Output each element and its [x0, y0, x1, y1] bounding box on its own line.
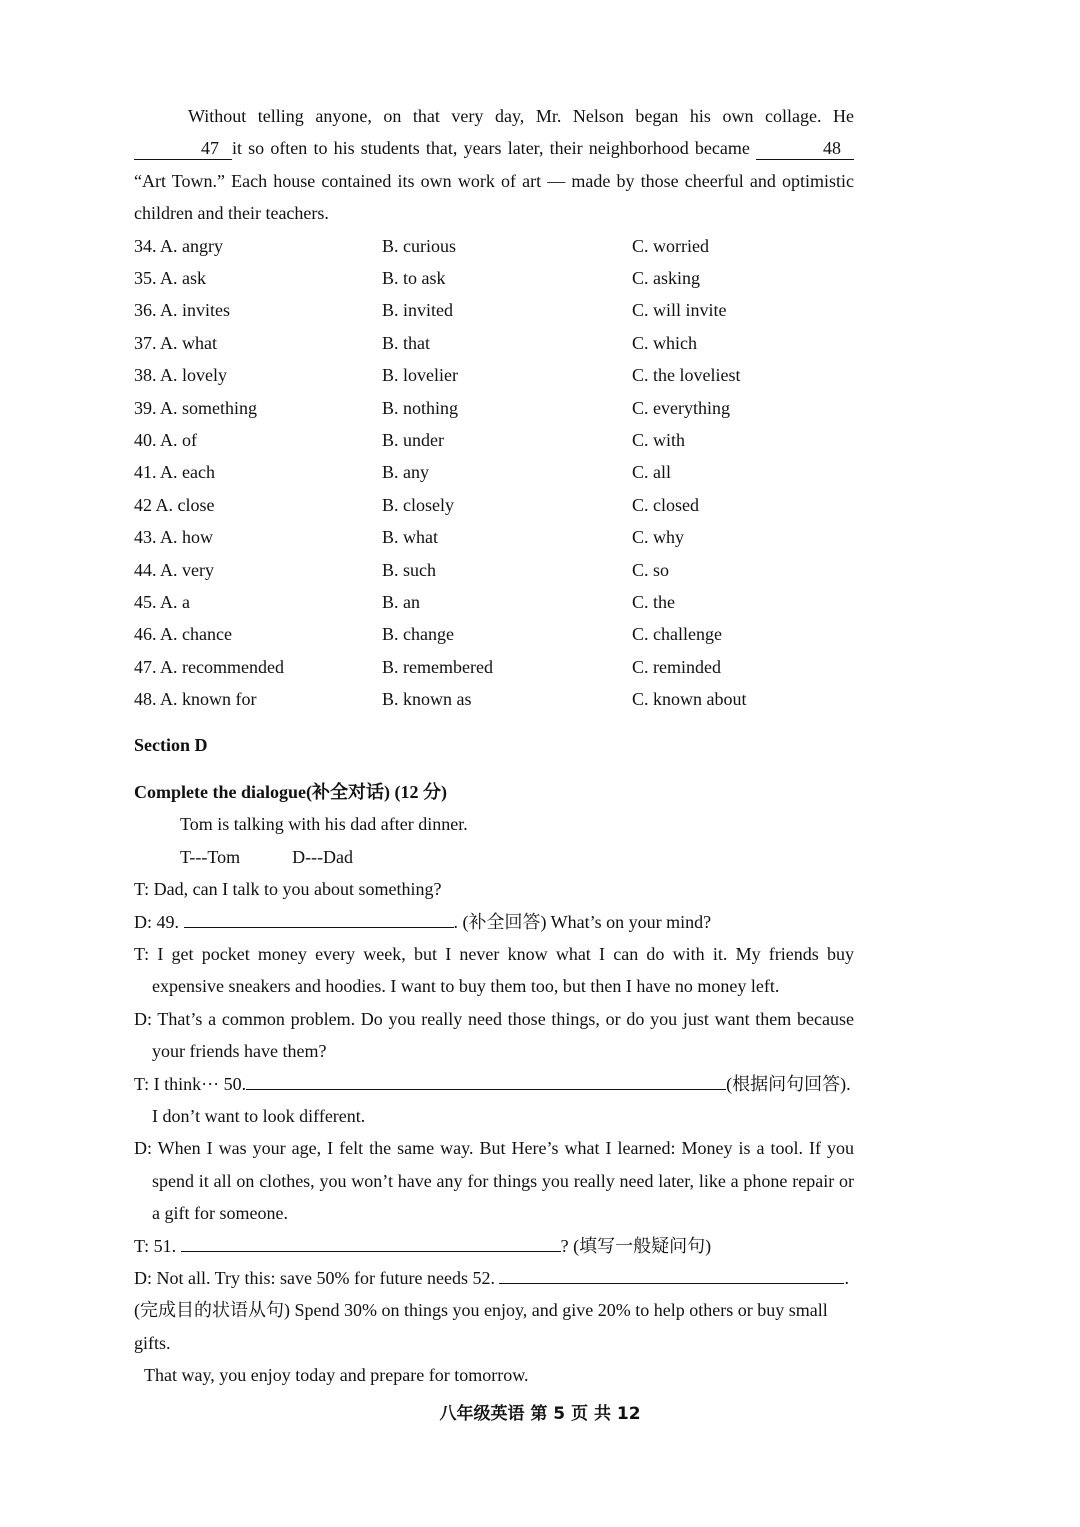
answer-blank-50[interactable]: [246, 1089, 726, 1090]
option-b: B. remembered: [382, 656, 493, 677]
option-b: B. such: [382, 559, 436, 580]
option-row: [134, 359, 854, 391]
option-a: 48. A. known for: [134, 689, 257, 710]
option-row: [134, 554, 854, 586]
option-a: 46. A. chance: [134, 624, 232, 645]
option-c: C. the: [632, 591, 675, 612]
option-c: C. with: [632, 429, 686, 450]
option-c: C. will invite: [632, 300, 727, 321]
option-b: B. lovelier: [382, 365, 458, 386]
page-footer: 八年级英语 第 5 页 共 12: [439, 1404, 641, 1424]
dialogue-line-final: That way, you enjoy today and prepare for tomorrow.: [144, 1365, 529, 1386]
dialogue-instructions: Complete the dialogue(补全对话) (12 分): [134, 781, 447, 802]
dialogue-line-d3: D: When I was your age, I felt the same way. But Here’s what I learned: Money is a tool. If you spend it all on clothes, you won’t have any for things you really need later, like a phone repair or a gift for someone.: [134, 1138, 854, 1224]
option-row: [134, 230, 854, 262]
dialogue-line-t50: [134, 1068, 854, 1100]
option-c: C. all: [632, 462, 671, 483]
option-b: B. under: [382, 429, 444, 450]
option-c: C. worried: [632, 235, 709, 256]
dialogue-text-51: ? (填写一般疑问句): [560, 1235, 712, 1256]
blank-48: 48: [756, 137, 854, 160]
option-row: [134, 489, 854, 521]
option-b: B. any: [382, 462, 429, 483]
option-a: 42 A. close: [134, 494, 215, 515]
answer-blank-51[interactable]: [181, 1251, 561, 1252]
option-row: [134, 456, 854, 488]
dialogue-line-t1: T: Dad, can I talk to you about something?: [134, 879, 442, 900]
option-row: [134, 424, 854, 456]
dialogue-line-t50-cont: I don’t want to look different.: [152, 1105, 366, 1126]
option-b: B. curious: [382, 235, 456, 256]
option-c: C. everything: [632, 397, 730, 418]
option-row: [134, 618, 854, 650]
option-c: C. known about: [632, 689, 747, 710]
option-row: [134, 262, 854, 294]
option-row: [134, 586, 854, 618]
dialogue-line-t51: [134, 1230, 854, 1262]
option-b: B. that: [382, 332, 430, 353]
option-a: 38. A. lovely: [134, 365, 227, 386]
dialogue-line-t2: T: I get pocket money every week, but I never know what I can do with it. My friends buy expensive sneakers and hoodies. I want to buy them too, but then I have no money left.: [134, 943, 854, 997]
option-a: 41. A. each: [134, 462, 215, 483]
passage-line-3: “Art Town.” Each house contained its own work of art — made by those cheerful and optimistic children and their teachers.: [134, 170, 854, 224]
blank-47: 47: [134, 137, 232, 160]
option-a: 43. A. how: [134, 527, 214, 548]
option-row: [134, 294, 854, 326]
dialogue-text-49: . (补全回答) What’s on your mind?: [453, 911, 712, 932]
section-d-title: Section D: [134, 735, 208, 756]
option-row: [134, 651, 854, 683]
option-row: [134, 521, 854, 553]
option-a: 39. A. something: [134, 397, 258, 418]
option-c: C. reminded: [632, 656, 721, 677]
dialogue-label-49: D: 49.: [134, 911, 179, 932]
role-tom: T---Tom: [180, 846, 241, 867]
option-a: 37. A. what: [134, 332, 217, 353]
dialogue-label-51: T: 51.: [134, 1235, 177, 1256]
dialogue-label-52: D: Not all. Try this: save 50% for future needs 52.: [134, 1267, 495, 1288]
option-a: 34. A. angry: [134, 235, 223, 256]
option-a: 36. A. invites: [134, 300, 231, 321]
role-dad: D---Dad: [292, 846, 354, 867]
passage-paragraph: [134, 100, 854, 230]
option-b: B. invited: [382, 300, 453, 321]
dialogue-intro: Tom is talking with his dad after dinner.: [180, 814, 468, 835]
option-row: [134, 392, 854, 424]
dialogue-line-d52-cont: (完成目的状语从句) Spend 30% on things you enjoy, and give 20% to help others or buy small gifts.: [134, 1300, 828, 1353]
dialogue-roles: [134, 841, 854, 873]
passage-line-1: Without telling anyone, on that very day, Mr. Nelson began his own collage. He: [188, 106, 854, 126]
option-a: 47. A. recommended: [134, 656, 284, 677]
option-c: C. asking: [632, 268, 701, 289]
option-a: 40. A. of: [134, 429, 197, 450]
dialogue-line-d52: [134, 1262, 854, 1294]
option-b: B. nothing: [382, 397, 459, 418]
option-a: 44. A. very: [134, 559, 214, 580]
answer-blank-49[interactable]: [184, 927, 454, 928]
dialogue-text-50: (根据问句回答).: [726, 1073, 851, 1094]
passage-line-2: it so often to his students that, years later, their neighborhood became: [232, 138, 750, 159]
option-a: 45. A. a: [134, 591, 190, 612]
option-c: C. the loveliest: [632, 365, 741, 386]
option-c: C. challenge: [632, 624, 722, 645]
option-c: C. why: [632, 527, 685, 548]
option-b: B. to ask: [382, 268, 446, 289]
option-b: B. closely: [382, 494, 454, 515]
options-list: [134, 230, 854, 716]
dialogue-line-d2: D: That’s a common problem. Do you really need those things, or do you just want them because your friends have them?: [134, 1008, 854, 1062]
option-row: [134, 683, 854, 715]
dialogue-label-50: T: I think··· 50.: [134, 1073, 247, 1094]
option-a: 35. A. ask: [134, 268, 206, 289]
option-row: [134, 327, 854, 359]
option-b: B. known as: [382, 689, 472, 710]
option-c: C. so: [632, 559, 670, 580]
option-b: B. an: [382, 591, 420, 612]
dialogue-line-d49: [134, 906, 854, 938]
option-b: B. what: [382, 527, 438, 548]
dialogue-text-52: .: [844, 1267, 849, 1288]
answer-blank-52[interactable]: [499, 1283, 844, 1284]
exam-page: [134, 100, 854, 1392]
option-b: B. change: [382, 624, 454, 645]
option-c: C. closed: [632, 494, 699, 515]
option-c: C. which: [632, 332, 697, 353]
